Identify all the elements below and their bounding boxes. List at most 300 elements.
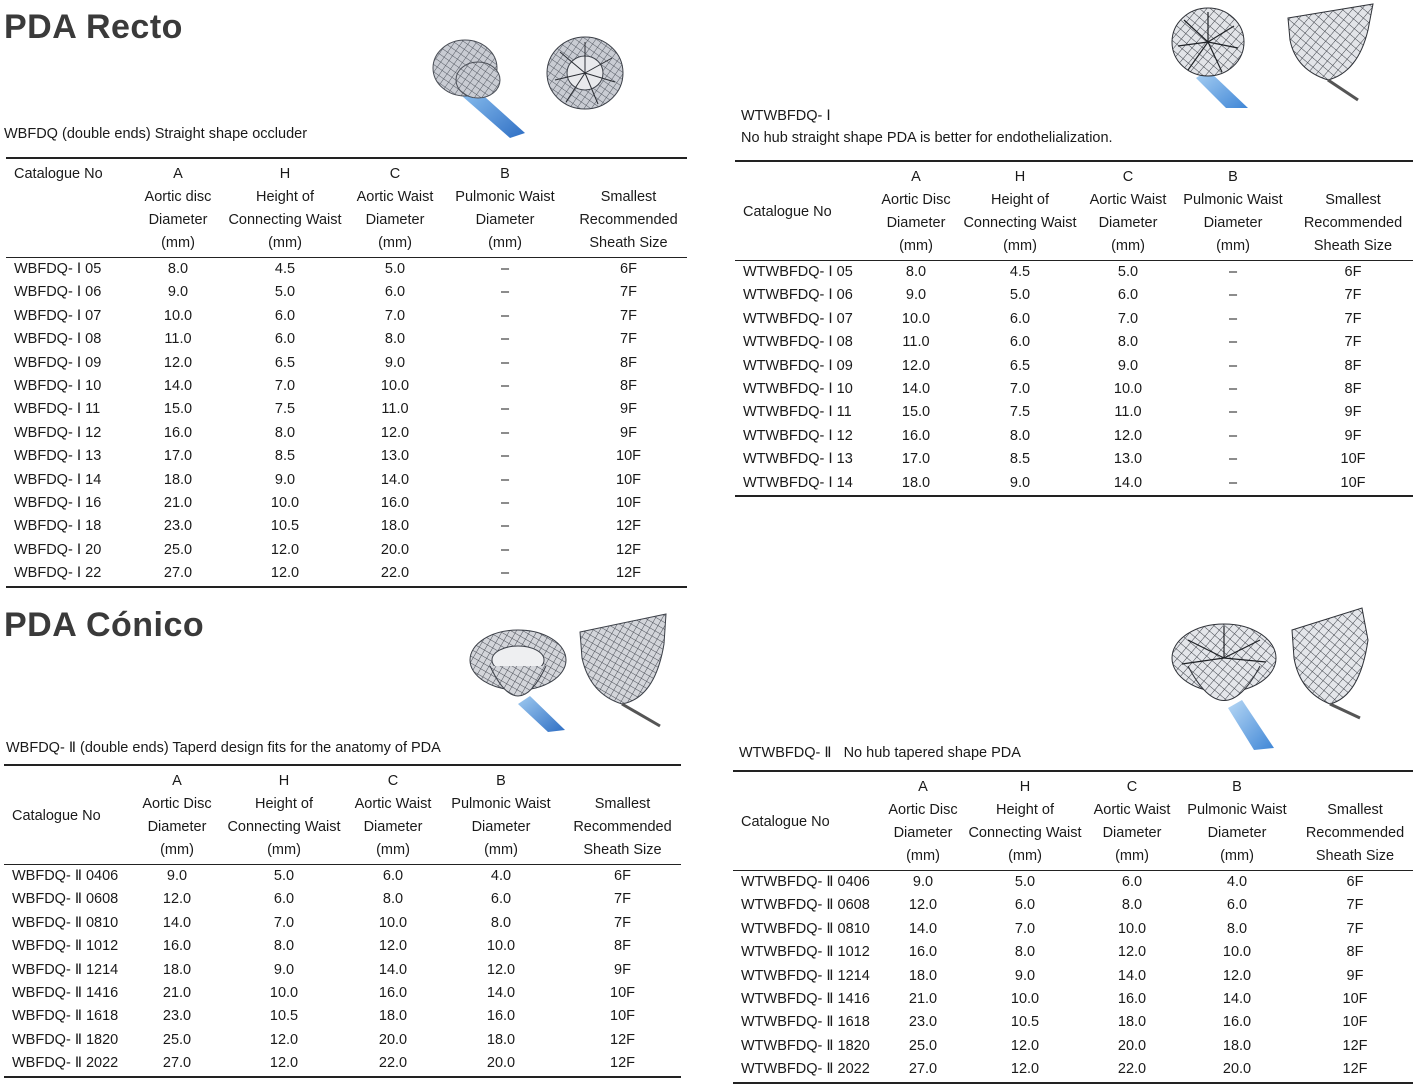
cell-sheath-size: 12F xyxy=(1297,1058,1413,1082)
occluder-no-hub-tapered-illustration xyxy=(1162,600,1392,750)
table-row xyxy=(735,401,1413,424)
table-row xyxy=(6,375,687,398)
cell-aortic-waist-diameter: 22.0 xyxy=(348,1052,438,1076)
cell-connecting-waist-height: 4.5 xyxy=(1009,264,1031,280)
cell-catalogue-no: WBFDQ- Ⅱ 0810 xyxy=(12,914,119,931)
cell-pulmonic-waist-diameter: – xyxy=(500,495,510,512)
table-body xyxy=(735,261,1413,497)
cell-pulmonic-waist-diameter: 10.0 xyxy=(1222,944,1252,961)
table-row xyxy=(6,469,687,492)
cell-sheath-size: 12F xyxy=(610,1031,635,1048)
cell-sheath-size: 7F xyxy=(1346,920,1364,937)
cell-aortic-disc-diameter: 23.0 xyxy=(908,1014,938,1031)
cell-pulmonic-waist-diameter: 8.0 xyxy=(490,914,512,931)
table-wtwbfdq-2-block xyxy=(733,770,1413,1084)
table-row xyxy=(4,982,681,1005)
cell-aortic-waist-diameter: 18.0 xyxy=(378,1008,408,1025)
cell-sheath-size: 7F xyxy=(620,331,637,348)
col-header-sheath: Smallest Recommended Sheath Size xyxy=(1297,771,1413,871)
cell-catalogue-no: WBFDQ- Ⅱ 1618 xyxy=(12,1008,119,1025)
cell-pulmonic-waist-diameter: 8.0 xyxy=(1226,920,1248,937)
cell-connecting-waist-height: 5.0 xyxy=(1009,287,1031,304)
table-row xyxy=(733,1058,1413,1082)
cell-aortic-waist-diameter: 11.0 xyxy=(381,401,409,418)
cell-connecting-waist-height: 8.0 xyxy=(274,424,296,441)
cell-connecting-waist-height: 7.0 xyxy=(273,914,295,931)
cell-connecting-waist-height: 9.0 xyxy=(274,471,296,488)
cell-aortic-waist-diameter: 20.0 xyxy=(380,541,410,558)
cell-connecting-waist-height: 12.0 xyxy=(220,1052,348,1076)
table-row xyxy=(733,894,1413,917)
table-row xyxy=(733,1011,1413,1034)
cell-connecting-waist-height: 8.5 xyxy=(274,448,296,465)
cell-connecting-waist-height: 10.5 xyxy=(270,518,300,535)
cell-aortic-disc-diameter: 14.0 xyxy=(162,914,192,931)
cell-catalogue-no: WTWBFDQ- Ⅱ 0810 xyxy=(741,920,870,937)
cell-aortic-waist-diameter: 22.0 xyxy=(350,562,440,586)
table-row xyxy=(735,355,1413,378)
cell-catalogue-no: WBFDQ- Ⅱ 2022 xyxy=(4,1052,134,1076)
col-header-catalogue: Catalogue No xyxy=(6,158,136,258)
cell-catalogue-no: WTWBFDQ- Ⅱ 1820 xyxy=(741,1037,870,1054)
cell-pulmonic-waist-diameter: 20.0 xyxy=(438,1052,564,1076)
cell-aortic-disc-diameter: 12.0 xyxy=(901,357,931,374)
cell-aortic-waist-diameter: 11.0 xyxy=(1114,404,1142,421)
cell-connecting-waist-height: 10.0 xyxy=(1010,991,1040,1008)
col-header-b: B Pulmonic Waist Diameter (mm) xyxy=(1173,161,1293,261)
cell-sheath-size: 7F xyxy=(620,284,637,301)
cell-aortic-waist-diameter: 6.0 xyxy=(1117,287,1139,304)
cell-catalogue-no: WTWBFDQ- Ⅱ 1416 xyxy=(741,991,870,1008)
cell-catalogue-no: WTWBFDQ- Ⅱ 1012 xyxy=(741,944,870,961)
table-row xyxy=(733,918,1413,941)
cell-catalogue-no: WTWBFDQ- Ⅰ 05 xyxy=(743,264,853,280)
table-body xyxy=(733,871,1413,1083)
cell-connecting-waist-height: 6.0 xyxy=(274,307,296,324)
col-header-a: A Aortic Disc Diameter (mm) xyxy=(134,765,220,865)
caption-wtwbfdq-1-line1: WTWBFDQ- Ⅰ xyxy=(741,108,831,124)
table-row xyxy=(6,281,687,304)
table-row xyxy=(6,352,687,375)
cell-pulmonic-waist-diameter: – xyxy=(500,284,510,301)
occluder-no-hub-straight-illustration xyxy=(1168,0,1388,108)
cell-pulmonic-waist-diameter: – xyxy=(500,518,510,535)
cell-aortic-waist-diameter: 14.0 xyxy=(378,961,408,978)
cell-aortic-disc-diameter: 18.0 xyxy=(162,961,192,978)
cell-aortic-waist-diameter: 8.0 xyxy=(1121,897,1143,914)
cell-connecting-waist-height: 5.0 xyxy=(1014,874,1036,890)
col-header-c: C Aortic Waist Diameter (mm) xyxy=(1087,771,1177,871)
table-row xyxy=(6,328,687,351)
cell-aortic-disc-diameter: 25.0 xyxy=(162,1031,192,1048)
cell-connecting-waist-height: 10.0 xyxy=(269,985,299,1002)
cell-sheath-size: 7F xyxy=(1344,310,1362,327)
cell-catalogue-no: WBFDQ- Ⅰ 20 xyxy=(14,541,102,558)
cell-pulmonic-waist-diameter: 10.0 xyxy=(486,938,516,955)
cell-sheath-size: 9F xyxy=(1346,967,1364,984)
cell-aortic-waist-diameter: 22.0 xyxy=(1087,1058,1177,1082)
table-row xyxy=(733,871,1413,895)
cell-connecting-waist-height: 6.0 xyxy=(1014,897,1036,914)
cell-catalogue-no: WBFDQ- Ⅰ 07 xyxy=(14,307,102,324)
cell-catalogue-no: WTWBFDQ- Ⅰ 10 xyxy=(743,381,853,398)
cell-connecting-waist-height: 10.0 xyxy=(270,495,300,512)
spec-table-wtwbfdq-1 xyxy=(735,160,1413,497)
cell-aortic-waist-diameter: 16.0 xyxy=(378,985,408,1002)
cell-aortic-disc-diameter: 17.0 xyxy=(163,448,193,465)
cell-catalogue-no: WTWBFDQ- Ⅰ 06 xyxy=(743,287,853,304)
section-title-recto: PDA Recto xyxy=(4,8,183,46)
col-header-catalogue: Catalogue No xyxy=(733,771,883,871)
cell-aortic-disc-diameter: 11.0 xyxy=(902,334,930,351)
cell-sheath-size: 6F xyxy=(614,868,631,884)
cell-sheath-size: 8F xyxy=(620,378,637,395)
cell-aortic-waist-diameter: 20.0 xyxy=(378,1031,408,1048)
table-row xyxy=(6,422,687,445)
cell-catalogue-no: WBFDQ- Ⅰ 09 xyxy=(14,354,102,371)
table-header-row xyxy=(6,158,687,258)
table-row xyxy=(735,331,1413,354)
cell-pulmonic-waist-diameter: 16.0 xyxy=(1222,1014,1252,1031)
cell-connecting-waist-height: 6.0 xyxy=(1009,310,1031,327)
cell-aortic-disc-diameter: 14.0 xyxy=(908,920,938,937)
cell-catalogue-no: WBFDQ- Ⅰ 08 xyxy=(14,331,102,348)
table-row xyxy=(6,398,687,421)
cell-connecting-waist-height: 6.0 xyxy=(274,331,296,348)
cell-sheath-size: 6F xyxy=(1346,874,1364,890)
cell-aortic-disc-diameter: 21.0 xyxy=(163,495,193,512)
cell-pulmonic-waist-diameter: – xyxy=(1228,334,1238,351)
cell-pulmonic-waist-diameter: – xyxy=(1173,472,1293,496)
col-header-sheath: Smallest Recommended Sheath Size xyxy=(570,158,687,258)
cell-aortic-waist-diameter: 10.0 xyxy=(1117,920,1147,937)
cell-sheath-size: 10F xyxy=(1342,1014,1368,1031)
cell-aortic-waist-diameter: 8.0 xyxy=(384,331,406,348)
cell-catalogue-no: WTWBFDQ- Ⅰ 11 xyxy=(743,404,852,421)
cell-aortic-disc-diameter: 25.0 xyxy=(163,541,193,558)
cell-pulmonic-waist-diameter: – xyxy=(500,471,510,488)
cell-aortic-disc-diameter: 8.0 xyxy=(167,261,189,277)
cell-aortic-waist-diameter: 13.0 xyxy=(1113,451,1143,468)
cell-aortic-disc-diameter: 14.0 xyxy=(163,378,193,395)
cell-connecting-waist-height: 7.5 xyxy=(274,401,296,418)
table-row xyxy=(735,378,1413,401)
cell-connecting-waist-height: 7.0 xyxy=(1009,381,1031,398)
table-row xyxy=(4,912,681,935)
cell-sheath-size: 10F xyxy=(1340,451,1366,468)
cell-sheath-size: 8F xyxy=(1346,944,1364,961)
cell-catalogue-no: WTWBFDQ- Ⅱ 0406 xyxy=(741,874,870,890)
cell-sheath-size: 8F xyxy=(1344,381,1362,398)
table-row xyxy=(6,445,687,468)
cell-pulmonic-waist-diameter: 18.0 xyxy=(486,1031,516,1048)
cell-pulmonic-waist-diameter: – xyxy=(500,448,510,465)
cell-aortic-waist-diameter: 16.0 xyxy=(1117,991,1147,1008)
cell-connecting-waist-height: 7.0 xyxy=(274,378,296,395)
table-row xyxy=(735,261,1413,285)
table-body xyxy=(4,865,681,1077)
cell-aortic-disc-diameter: 9.0 xyxy=(905,287,927,304)
col-header-b: B Pulmonic Waist Diameter (mm) xyxy=(1177,771,1297,871)
table-row xyxy=(6,258,687,282)
cell-aortic-waist-diameter: 6.0 xyxy=(382,868,404,884)
cell-sheath-size: 7F xyxy=(620,307,637,324)
table-row xyxy=(4,1052,681,1076)
cell-pulmonic-waist-diameter: – xyxy=(1228,357,1238,374)
table-row xyxy=(6,515,687,538)
cell-sheath-size: 6F xyxy=(1344,264,1362,280)
cell-sheath-size: 7F xyxy=(614,891,631,908)
cell-aortic-waist-diameter: 10.0 xyxy=(1113,381,1143,398)
cell-catalogue-no: WTWBFDQ- Ⅰ 12 xyxy=(743,427,853,444)
col-header-h: H Height of Connecting Waist (mm) xyxy=(957,161,1083,261)
cell-aortic-disc-diameter: 16.0 xyxy=(908,944,938,961)
table-row xyxy=(4,959,681,982)
col-header-h: H Height of Connecting Waist (mm) xyxy=(220,158,350,258)
col-header-c: C Aortic Waist Diameter (mm) xyxy=(348,765,438,865)
cell-catalogue-no: WBFDQ- Ⅰ 06 xyxy=(14,284,102,301)
cell-aortic-waist-diameter: 5.0 xyxy=(384,261,406,277)
col-header-sheath: Smallest Recommended Sheath Size xyxy=(1293,161,1413,261)
cell-aortic-waist-diameter: 10.0 xyxy=(380,378,410,395)
cell-catalogue-no: WBFDQ- Ⅰ 10 xyxy=(14,378,102,395)
table-row xyxy=(733,1035,1413,1058)
table-wbfdq-1-block xyxy=(6,157,687,588)
cell-connecting-waist-height: 5.0 xyxy=(273,868,295,884)
cell-aortic-waist-diameter: 6.0 xyxy=(1121,874,1143,890)
cell-pulmonic-waist-diameter: – xyxy=(1228,404,1238,421)
col-header-b: B Pulmonic Waist Diameter (mm) xyxy=(438,765,564,865)
cell-connecting-waist-height: 8.0 xyxy=(1009,427,1031,444)
cell-sheath-size: 7F xyxy=(614,914,631,931)
table-row xyxy=(4,1029,681,1052)
col-header-a: A Aortic Disc Diameter (mm) xyxy=(883,771,963,871)
cell-connecting-waist-height: 12.0 xyxy=(220,562,350,586)
cell-sheath-size: 10F xyxy=(1293,472,1413,496)
cell-catalogue-no: WTWBFDQ- Ⅱ 0608 xyxy=(741,897,870,914)
cell-aortic-disc-diameter: 17.0 xyxy=(901,451,931,468)
cell-pulmonic-waist-diameter: 14.0 xyxy=(1222,991,1252,1008)
cell-sheath-size: 9F xyxy=(1344,404,1362,421)
caption-wbfdq-2: WBFDQ- Ⅱ (double ends) Taperd design fits for the anatomy of PDA xyxy=(6,740,441,756)
cell-aortic-disc-diameter: 10.0 xyxy=(163,307,193,324)
cell-aortic-disc-diameter: 10.0 xyxy=(901,310,931,327)
cell-aortic-disc-diameter: 21.0 xyxy=(162,985,192,1002)
cell-sheath-size: 8F xyxy=(614,938,631,955)
table-row xyxy=(6,562,687,586)
cell-pulmonic-waist-diameter: – xyxy=(500,354,510,371)
cell-sheath-size: 10F xyxy=(616,495,641,512)
cell-aortic-disc-diameter: 18.0 xyxy=(875,472,957,496)
cell-catalogue-no: WTWBFDQ- Ⅱ 2022 xyxy=(733,1058,883,1082)
cell-pulmonic-waist-diameter: – xyxy=(1228,381,1238,398)
cell-catalogue-no: WTWBFDQ- Ⅰ 08 xyxy=(743,334,853,351)
cell-catalogue-no: WBFDQ- Ⅰ 22 xyxy=(6,562,136,586)
cell-aortic-waist-diameter: 18.0 xyxy=(1117,1014,1147,1031)
cell-sheath-size: 9F xyxy=(614,961,631,978)
cell-aortic-disc-diameter: 16.0 xyxy=(901,427,931,444)
cell-aortic-disc-diameter: 15.0 xyxy=(163,401,193,418)
table-row xyxy=(6,305,687,328)
cell-aortic-waist-diameter: 12.0 xyxy=(380,424,410,441)
col-header-catalogue: Catalogue No xyxy=(4,765,134,865)
cell-catalogue-no: WBFDQ- Ⅰ 18 xyxy=(14,518,102,535)
cell-connecting-waist-height: 5.0 xyxy=(274,284,296,301)
table-body xyxy=(6,258,687,587)
cell-pulmonic-waist-diameter: 16.0 xyxy=(486,1008,516,1025)
cell-aortic-disc-diameter: 15.0 xyxy=(901,404,931,421)
cell-pulmonic-waist-diameter: 4.0 xyxy=(490,868,512,884)
cell-aortic-waist-diameter: 18.0 xyxy=(380,518,410,535)
cell-connecting-waist-height: 7.5 xyxy=(1009,404,1031,421)
cell-catalogue-no: WBFDQ- Ⅰ 13 xyxy=(14,448,102,465)
cell-pulmonic-waist-diameter: – xyxy=(500,261,510,277)
cell-connecting-waist-height: 8.0 xyxy=(273,938,295,955)
cell-pulmonic-waist-diameter: 4.0 xyxy=(1226,874,1248,890)
table-row xyxy=(6,492,687,515)
cell-pulmonic-waist-diameter: 14.0 xyxy=(486,985,516,1002)
cell-aortic-disc-diameter: 9.0 xyxy=(166,868,188,884)
occluder-straight-illustration xyxy=(420,18,630,138)
table-header-row xyxy=(735,161,1413,261)
cell-aortic-disc-diameter: 27.0 xyxy=(136,562,220,586)
cell-sheath-size: 12F xyxy=(1342,1037,1368,1054)
cell-pulmonic-waist-diameter: – xyxy=(1228,310,1238,327)
table-row xyxy=(735,448,1413,471)
cell-pulmonic-waist-diameter: 20.0 xyxy=(1177,1058,1297,1082)
cell-catalogue-no: WTWBFDQ- Ⅱ 1618 xyxy=(741,1014,870,1031)
col-header-c: C Aortic Waist Diameter (mm) xyxy=(350,158,440,258)
cell-catalogue-no: WBFDQ- Ⅰ 12 xyxy=(14,424,102,441)
cell-aortic-waist-diameter: 8.0 xyxy=(382,891,404,908)
table-header-row xyxy=(4,765,681,865)
cell-aortic-waist-diameter: 9.0 xyxy=(1117,357,1139,374)
cell-aortic-disc-diameter: 11.0 xyxy=(164,331,192,348)
cell-aortic-disc-diameter: 16.0 xyxy=(163,424,193,441)
caption-wtwbfdq-1-line2: No hub straight shape PDA is better for endothelialization. xyxy=(741,130,1113,146)
table-wtwbfdq-1-block xyxy=(735,160,1413,497)
cell-connecting-waist-height: 12.0 xyxy=(963,1058,1087,1082)
col-header-h: H Height of Connecting Waist (mm) xyxy=(220,765,348,865)
cell-aortic-disc-diameter: 18.0 xyxy=(908,967,938,984)
cell-catalogue-no: WTWBFDQ- Ⅰ 14 xyxy=(735,472,875,496)
cell-sheath-size: 9F xyxy=(1344,427,1362,444)
cell-sheath-size: 9F xyxy=(620,401,637,418)
cell-aortic-waist-diameter: 12.0 xyxy=(378,938,408,955)
table-row xyxy=(6,539,687,562)
cell-sheath-size: 10F xyxy=(610,985,635,1002)
col-header-h: H Height of Connecting Waist (mm) xyxy=(963,771,1087,871)
table-row xyxy=(4,935,681,958)
table-header-row xyxy=(733,771,1413,871)
cell-aortic-disc-diameter: 12.0 xyxy=(162,891,192,908)
spec-table-wbfdq-2 xyxy=(4,764,681,1078)
cell-catalogue-no: WBFDQ- Ⅱ 1820 xyxy=(12,1031,119,1048)
cell-connecting-waist-height: 12.0 xyxy=(1010,1037,1040,1054)
cell-aortic-disc-diameter: 12.0 xyxy=(908,897,938,914)
cell-catalogue-no: WBFDQ- Ⅱ 1214 xyxy=(12,961,119,978)
cell-aortic-waist-diameter: 7.0 xyxy=(1117,310,1139,327)
cell-aortic-disc-diameter: 9.0 xyxy=(167,284,189,301)
caption-wbfdq-1: WBFDQ (double ends) Straight shape occluder xyxy=(4,126,308,142)
cell-sheath-size: 10F xyxy=(616,448,641,465)
cell-catalogue-no: WBFDQ- Ⅰ 11 xyxy=(14,401,101,418)
cell-aortic-waist-diameter: 9.0 xyxy=(384,354,406,371)
cell-sheath-size: 12F xyxy=(570,562,687,586)
col-header-b: B Pulmonic Waist Diameter (mm) xyxy=(440,158,570,258)
cell-aortic-disc-diameter: 21.0 xyxy=(908,991,938,1008)
table-row xyxy=(4,888,681,911)
cell-sheath-size: 10F xyxy=(610,1008,635,1025)
spec-table-wtwbfdq-2 xyxy=(733,770,1413,1084)
cell-aortic-disc-diameter: 23.0 xyxy=(162,1008,192,1025)
col-header-c: C Aortic Waist Diameter (mm) xyxy=(1083,161,1173,261)
table-row xyxy=(733,965,1413,988)
cell-aortic-disc-diameter: 14.0 xyxy=(901,381,931,398)
cell-connecting-waist-height: 9.0 xyxy=(273,961,295,978)
table-wbfdq-2-block xyxy=(4,764,681,1078)
cell-sheath-size: 8F xyxy=(620,354,637,371)
cell-sheath-size: 12F xyxy=(616,541,641,558)
cell-catalogue-no: WTWBFDQ- Ⅰ 09 xyxy=(743,357,853,374)
cell-connecting-waist-height: 4.5 xyxy=(274,261,296,277)
cell-connecting-waist-height: 6.0 xyxy=(273,891,295,908)
col-header-catalogue: Catalogue No xyxy=(735,161,875,261)
cell-aortic-disc-diameter: 12.0 xyxy=(163,354,193,371)
cell-catalogue-no: WBFDQ- Ⅰ 05 xyxy=(14,261,102,277)
cell-pulmonic-waist-diameter: 6.0 xyxy=(490,891,512,908)
table-row xyxy=(4,1005,681,1028)
cell-sheath-size: 9F xyxy=(620,424,637,441)
cell-connecting-waist-height: 12.0 xyxy=(269,1031,299,1048)
cell-pulmonic-waist-diameter: – xyxy=(1228,427,1238,444)
cell-catalogue-no: WBFDQ- Ⅱ 1416 xyxy=(12,985,119,1002)
cell-connecting-waist-height: 10.5 xyxy=(1010,1014,1040,1031)
cell-sheath-size: 7F xyxy=(1344,334,1362,351)
table-row xyxy=(735,472,1413,496)
table-row xyxy=(735,425,1413,448)
cell-aortic-waist-diameter: 8.0 xyxy=(1117,334,1139,351)
cell-aortic-waist-diameter: 6.0 xyxy=(384,284,406,301)
cell-sheath-size: 12F xyxy=(564,1052,681,1076)
cell-pulmonic-waist-diameter: – xyxy=(500,401,510,418)
cell-pulmonic-waist-diameter: – xyxy=(500,307,510,324)
cell-aortic-waist-diameter: 16.0 xyxy=(380,495,410,512)
cell-aortic-disc-diameter: 25.0 xyxy=(908,1037,938,1054)
cell-catalogue-no: WBFDQ- Ⅰ 14 xyxy=(14,471,102,488)
cell-pulmonic-waist-diameter: 18.0 xyxy=(1222,1037,1252,1054)
cell-pulmonic-waist-diameter: – xyxy=(500,331,510,348)
cell-pulmonic-waist-diameter: – xyxy=(500,424,510,441)
cell-connecting-waist-height: 8.0 xyxy=(1014,944,1036,961)
cell-pulmonic-waist-diameter: 12.0 xyxy=(486,961,516,978)
cell-pulmonic-waist-diameter: 12.0 xyxy=(1222,967,1252,984)
cell-aortic-waist-diameter: 14.0 xyxy=(1117,967,1147,984)
cell-sheath-size: 7F xyxy=(1346,897,1364,914)
cell-sheath-size: 10F xyxy=(616,471,641,488)
cell-aortic-disc-diameter: 9.0 xyxy=(912,874,934,890)
cell-catalogue-no: WTWBFDQ- Ⅰ 07 xyxy=(743,310,853,327)
cell-catalogue-no: WBFDQ- Ⅰ 16 xyxy=(14,495,102,512)
cell-catalogue-no: WBFDQ- Ⅱ 1012 xyxy=(12,938,119,955)
table-row xyxy=(733,941,1413,964)
cell-connecting-waist-height: 8.5 xyxy=(1009,451,1031,468)
cell-pulmonic-waist-diameter: 6.0 xyxy=(1226,897,1248,914)
cell-pulmonic-waist-diameter: – xyxy=(500,541,510,558)
cell-pulmonic-waist-diameter: – xyxy=(1228,287,1238,304)
cell-catalogue-no: WBFDQ- Ⅱ 0406 xyxy=(12,868,119,884)
cell-aortic-disc-diameter: 8.0 xyxy=(905,264,927,280)
